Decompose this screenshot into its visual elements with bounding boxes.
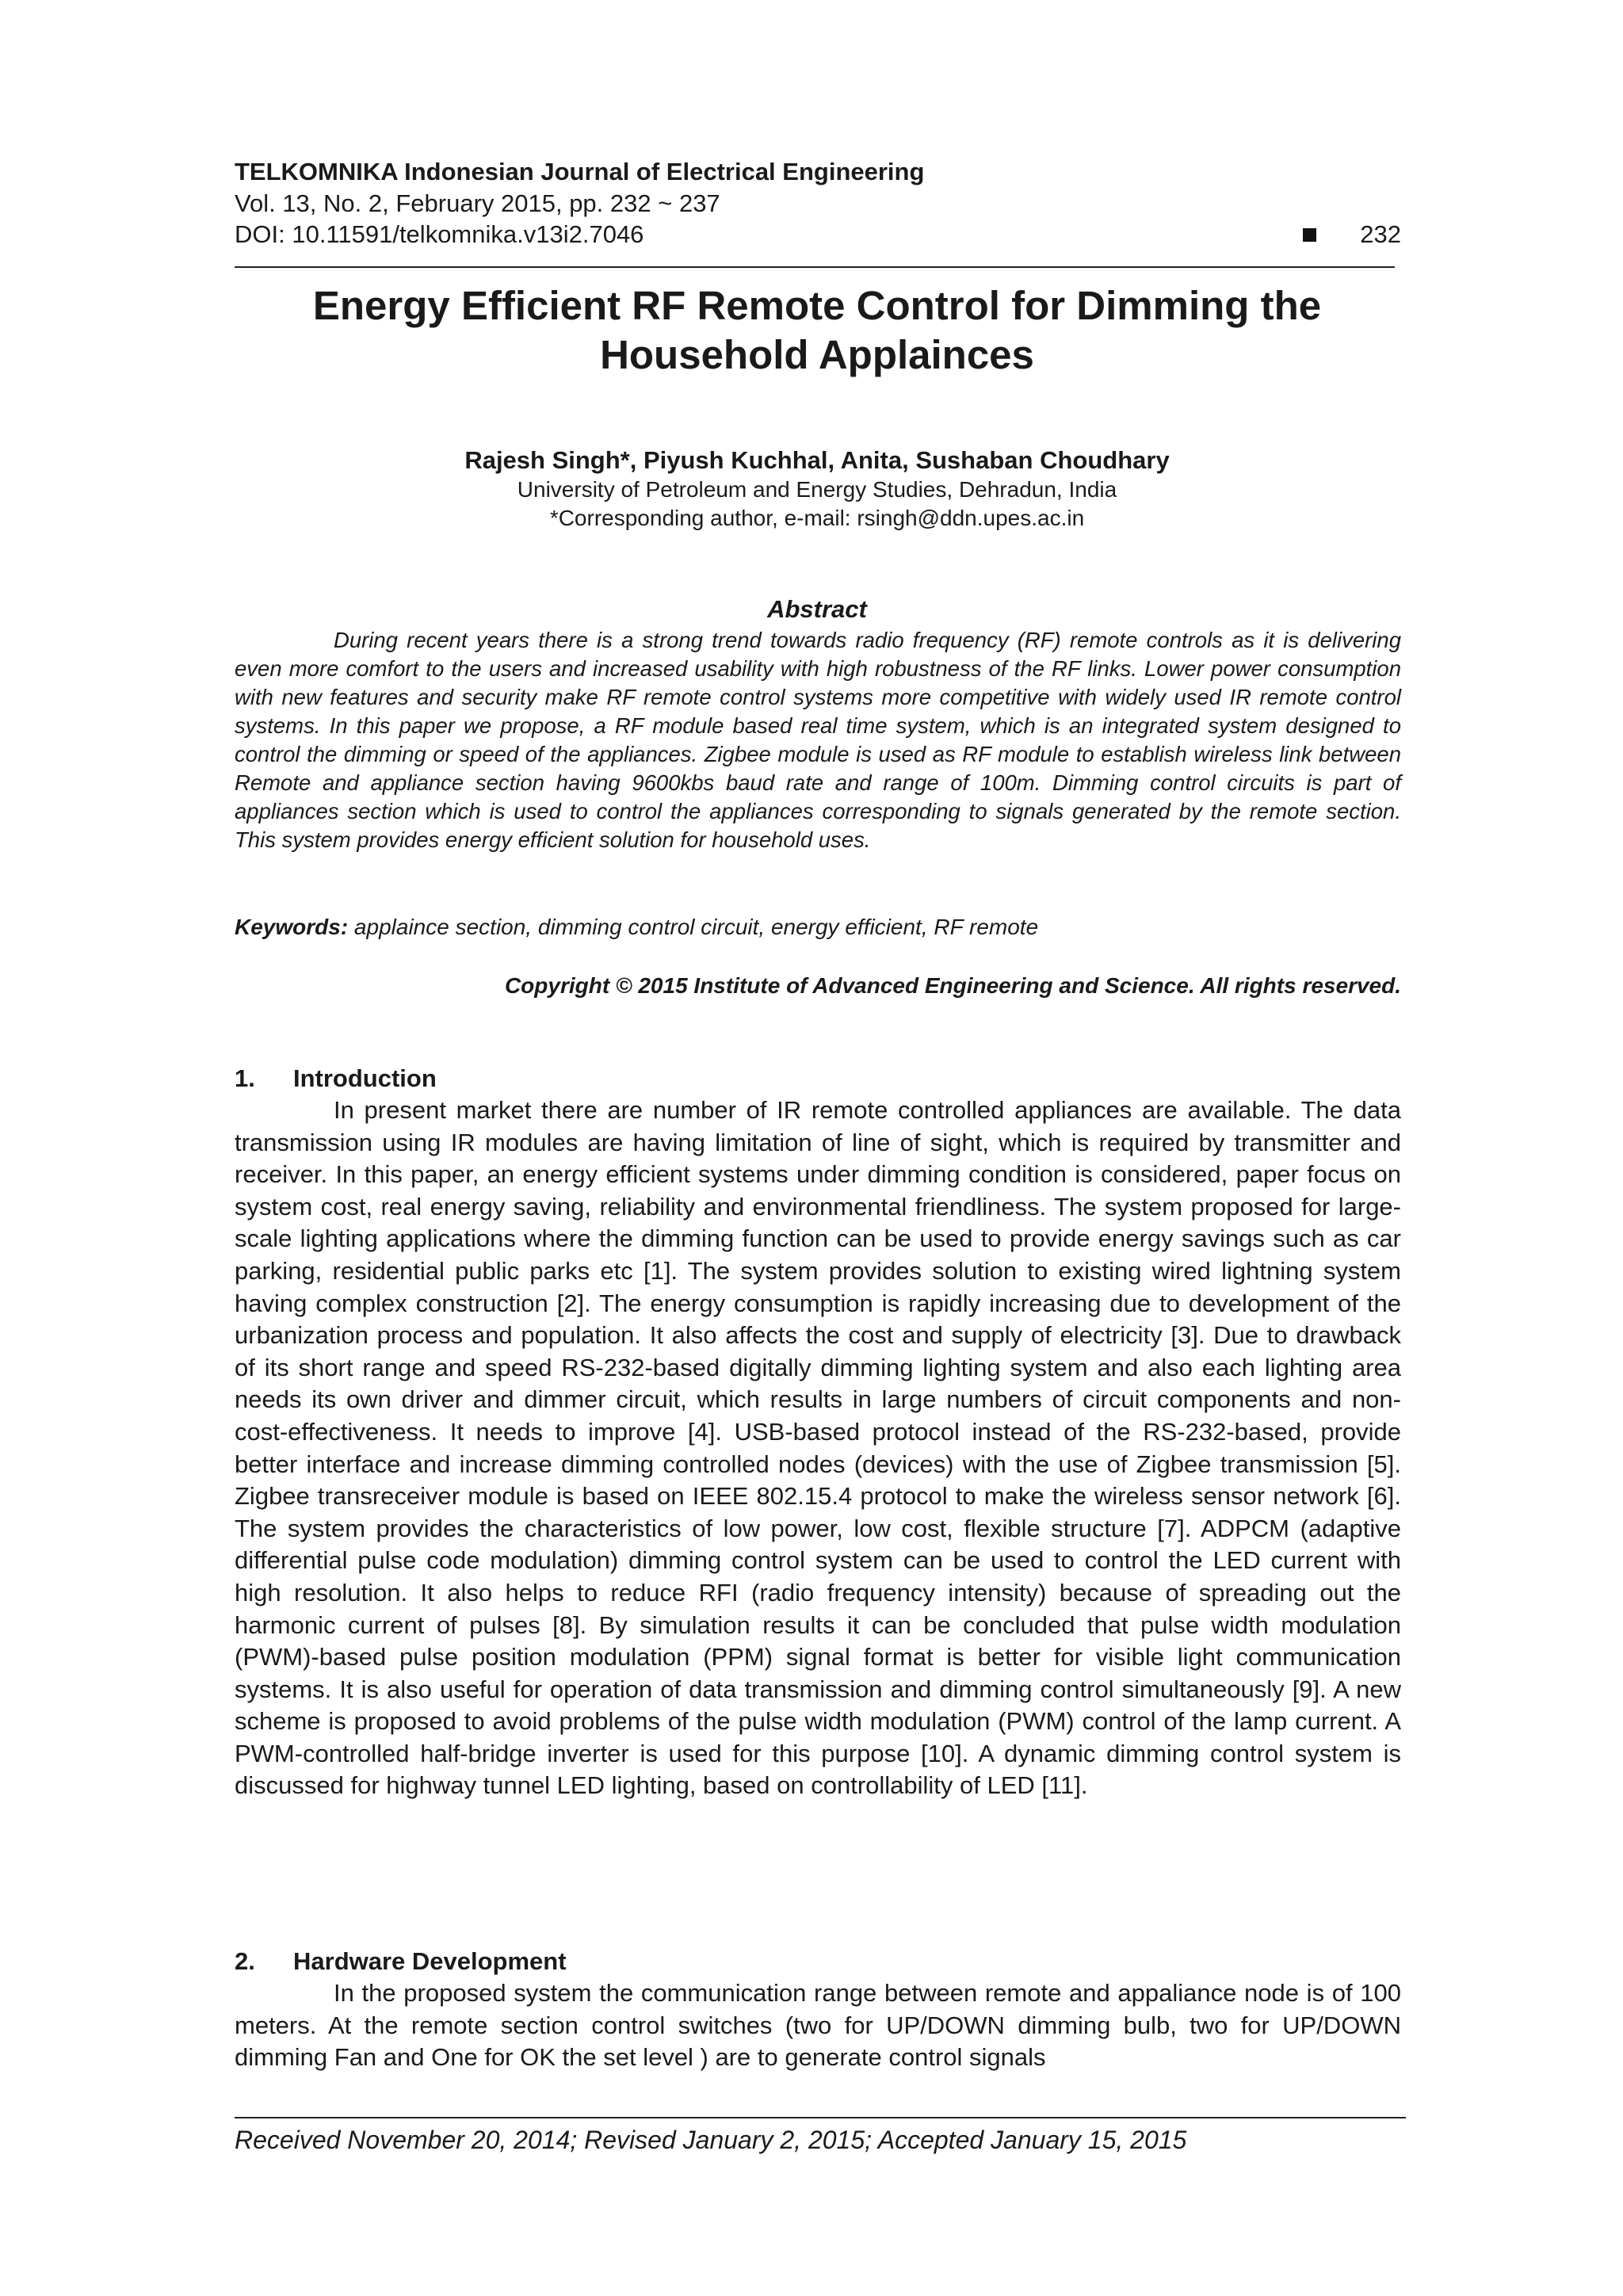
paper-title (235, 281, 1400, 380)
corresponding-author: *Corresponding author, e-mail: rsingh@ddn.upes.ac.in (549, 506, 1085, 530)
page-number-block (1303, 220, 1401, 250)
doi: DOI: 10.11591/telkomnika.v13i2.7046 (235, 220, 644, 248)
section-number: 1. (235, 1064, 255, 1092)
section-heading-hardware (235, 1946, 567, 1977)
journal-name: TELKOMNIKA Indonesian Journal of Electrical Engineering (235, 158, 925, 185)
section-number: 2. (235, 1947, 255, 1975)
copyright: Copyright © 2015 Institute of Advanced Engineering and Science. All rights reserved. (504, 973, 1401, 998)
journal-volume: Vol. 13, No. 2, February 2015, pp. 232 ~ 237 (235, 189, 720, 217)
keywords-label: Keywords: (235, 915, 349, 939)
abstract-heading: Abstract (767, 595, 867, 623)
abstract-text: During recent years there is a strong trend towards radio frequency (RF) remote controls as it is delivering even more comfort to the users and increased usability with high robustness of the RF links. Lower power consumption with new features and security make RF remote control systems more competitive with widely used IR remote control systems. In this paper we propose, a RF module based real time system, which is an integrated system designed to control the dimming or speed of the appliances. Zigbee module is used as RF module to establish wireless link between Remote and appliance section having 9600kbs baud rate and range of 100m. Dimming control circuits is part of appliances section which is used to control the appliances corresponding to signals generated by the remote section. This system provides energy efficient solution for household uses. (235, 628, 1401, 852)
header-rule (235, 266, 1395, 268)
section-title: Introduction (293, 1064, 437, 1092)
section-title: Hardware Development (293, 1947, 567, 1975)
affiliation: University of Petroleum and Energy Studies, Dehradun, India (517, 477, 1117, 502)
section-heading-introduction (235, 1064, 437, 1094)
footer-rule (235, 2117, 1406, 2118)
hardware-text: In the proposed system the communication range between remote and appaliance node is of 100 meters. At the remote section control switches (two for UP/DOWN dimming bulb, two for UP/DOWN dimming Fan and One for OK the set level ) are to generate control signals (235, 1979, 1401, 2072)
introduction-text: In present market there are number of IR remote controlled appliances are available. The data transmission using IR modules are having limitation of line of sight, which is required by transmitter and receiver. In this paper, an energy efficient systems under dimming condition is considered, paper focus on system cost, real energy saving, reliability and environmental friendliness. The system proposed for large-scale lighting applications where the dimming function can be used to provide energy savings such as car parking, residential public parks etc [1]. The system provides solution to existing wired lightning system having complex construction [2]. The energy consumption is rapidly increasing due to development of the urbanization process and population. It also affects the cost and supply of electricity [3]. Due to drawback of its short range and speed RS-232-based digitally dimming lighting system and also each lighting area needs its own driver and dimmer circuit, which results in large numbers of circuit components and non-cost-effectiveness. It needs to improve [4]. USB-based protocol instead of the RS-232-based, provide better interface and increase dimming controlled nodes (devices) with the use of Zigbee transmission [5]. Zigbee transreceiver module is based on IEEE 802.15.4 protocol to make the wireless sensor network [6]. The system provides the characteristics of low power, low cost, flexible structure [7]. ADPCM (adaptive differential pulse code modulation) dimming control system can be used to control the LED current with high resolution. It also helps to reduce RFI (radio frequency intensity) because of spreading out the harmonic current of pulses [8]. By simulation results it can be concluded that pulse width modulation (PWM)-based pulse position modulation (PPM) signal format is better for visible light communication systems. It is also useful for operation of data transmission and dimming control simultaneously [9]. A new scheme is proposed to avoid problems of the pulse width modulation (PWM) control of the lamp current. A PWM-controlled half-bridge inverter is used for this purpose [10]. A dynamic dimming control system is discussed for highway tunnel LED lighting, based on controllability of LED [11]. (235, 1096, 1401, 1800)
page-number: 232 (1360, 220, 1401, 248)
square-bullet-icon (1303, 228, 1316, 242)
keywords (235, 913, 1401, 942)
title-line-1: Energy Efficient RF Remote Control for Dimming the (312, 283, 1322, 328)
keywords-text: applaince section, dimming control circuit, energy efficient, RF remote (348, 915, 1039, 939)
received-dates: Received November 20, 2014; Revised January 2, 2015; Accepted January 15, 2015 (235, 2126, 1187, 2154)
title-line-2: Household Applainces (600, 332, 1034, 377)
authors: Rajesh Singh*, Piyush Kuchhal, Anita, Sushaban Choudhary (464, 446, 1170, 474)
